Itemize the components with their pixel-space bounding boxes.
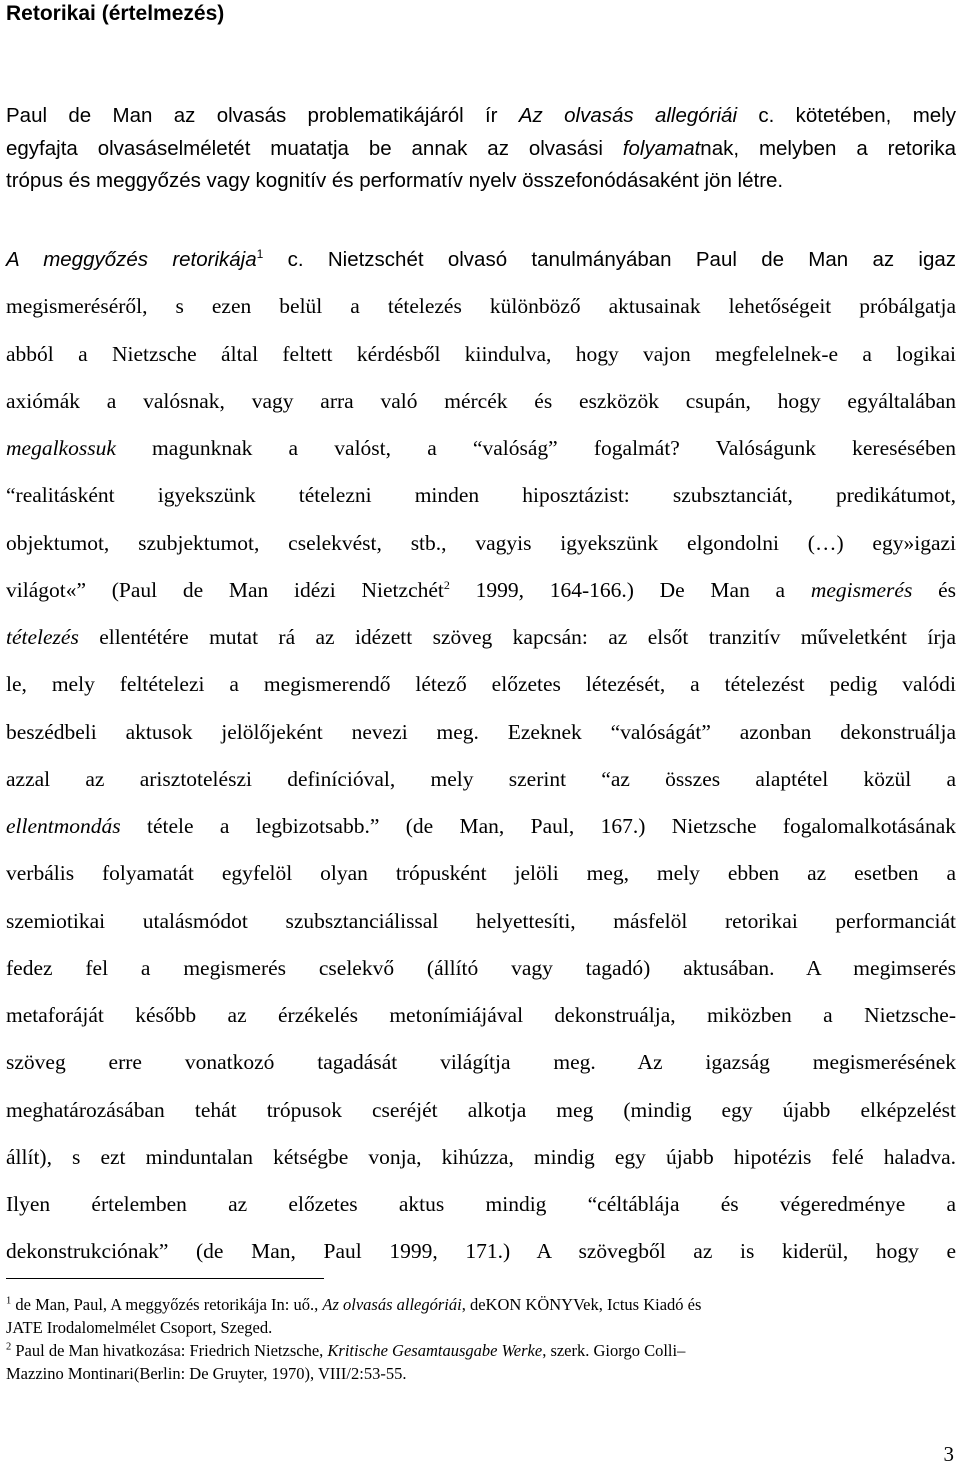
- italic-span: tételezés: [6, 625, 79, 649]
- text-line: egyfajta olvasáselméletét muatatja be annak az olvasási folyamatnak, melyben a retorika: [6, 136, 956, 160]
- paragraph-2: [6, 236, 956, 1276]
- footnote-line: Mazzino Montinari(Berlin: De Gruyter, 1970), VIII/2:53-55.: [6, 1364, 407, 1383]
- italic-span: ellentmondás: [6, 814, 121, 838]
- italic-span: megismerés: [810, 577, 913, 602]
- footnote-line: $^2$ Paul de Man hivatkozása: Friedrich Nietzsche, Kritische Gesamtausgabe Werke, szerk. Giorgo Colli–: [6, 1341, 686, 1360]
- text-line: megismeréséről, s ezen belül a tételezés különböző aktusainak lehetőségeit próbálgatja: [6, 294, 956, 319]
- text-line: azzal az arisztotelészi definícióval, mely szerint “az összes alaptétel közül a: [6, 766, 956, 791]
- text-line: “realitásként igyekszünk tételezni minden hiposztázist: szubsztanciát, predikátumot,: [6, 483, 956, 508]
- text-line: világot«” (Paul de Man idézi Nietzchét$^2$ 1999, 164-166.) De Man a megismerés és: [6, 577, 956, 602]
- text-line: metaforáját később az érzékelés metonímiájával dekonstruálja, miközben a Nietzsche-: [6, 1003, 956, 1027]
- italic-span: Kritische Gesamtausgabe Werke: [327, 1341, 543, 1360]
- footnote-ref: 2: [6, 1341, 12, 1353]
- italic-span: Az olvasás allegóriái: [322, 1295, 462, 1314]
- text-line: ellentmondás tétele a legbizotsabb.” (de Man, Paul, 167.) Nietzsche fogalomalkotásának: [6, 814, 956, 838]
- text-line: Paul de Man az olvasás problematikájáról ír Az olvasás allegóriái c. kötetében, mely: [6, 104, 956, 127]
- text-line: Ilyen értelemben az előzetes aktus mindig “céltáblája és végeredménye a: [6, 1192, 956, 1216]
- italic-span: A meggyőzés retorikája: [6, 248, 257, 271]
- text-line: dekonstrukciónak” (de Man, Paul 1999, 171.) A szövegből az is kiderül, hogy e: [6, 1239, 956, 1264]
- text-line: A meggyőzés retorikája$^1$ c. Nietzschét olvasó tanulmányában Paul de Man az igaz: [6, 247, 956, 271]
- text-line: meghatározásában tehát trópusok cseréjét alkotja meg (mindig egy újabb elképzelést: [6, 1097, 956, 1122]
- text-line: megalkossuk magunknak a valóst, a “valóság” fogalmát? Valóságunk keresésében: [6, 436, 956, 460]
- text-line: abból a Nietzsche által feltett kérdésből kiindulva, hogy vajon megfelelnek-e a logikai: [6, 341, 956, 366]
- italic-span: folyamat: [622, 136, 701, 160]
- text-line: verbális folyamatát egyfelöl olyan trópusként jelöli meg, mely ebben az esetben a: [6, 861, 956, 886]
- text-line: fedez fel a megismerés cselekvő (állító vagy tagadó) aktusában. A megimserés: [6, 955, 956, 980]
- text-line: trópus és meggyőzés vagy kognitív és performatív nyelv összefonódásaként jön létre.: [6, 169, 784, 192]
- footnote-ref: 1: [256, 247, 264, 262]
- footnote-line: JATE Irodalomelmélet Csoport, Szeged.: [6, 1318, 273, 1337]
- footnote-line: $^1$ de Man, Paul, A meggyőzés retorikája In: uő., Az olvasás allegóriái, deKON KÖNYVek, Ictus Kiadó és: [6, 1295, 702, 1314]
- italic-span: megalkossuk: [6, 436, 116, 460]
- footnotes: [6, 1293, 956, 1385]
- text-line: szöveg erre vonatkozó tagadását világítja meg. Az igazság megismerésének: [6, 1050, 956, 1075]
- text-line: állít), s ezt minduntalan kétségbe vonja, kihúzza, mindig egy újabb hipotézis felé haladva.: [6, 1144, 956, 1169]
- page-title: Retorikai (értelmezés): [6, 2, 225, 25]
- footnote-ref: 1: [6, 1295, 12, 1307]
- italic-span: Az olvasás allegóriái: [518, 104, 738, 127]
- text-line: beszédbeli aktusok jelölőjeként nevezi meg. Ezeknek “valóságát” azonban dekonstruálja: [6, 719, 956, 744]
- text-line: tételezés ellentétére mutat rá az idézett szöveg kapcsán: az elsőt tranzitív műveletként írja: [6, 625, 956, 649]
- text-line: le, mely feltételezi a megismerendő létező előzetes létezését, a tételezést pedig valódi: [6, 672, 956, 697]
- page-number: 3: [943, 1442, 954, 1466]
- text-line: axiómák a valósnak, vagy arra való mércék és eszközök csupán, hogy egyáltalában: [6, 388, 956, 413]
- text-line: objektumot, szubjektumot, cselekvést, stb., vagyis igyekszünk elgondolni (…) egy»igazi: [6, 530, 956, 555]
- footnote-separator: [6, 1278, 324, 1279]
- paragraph-1: [6, 100, 956, 198]
- footnote-ref: 2: [443, 577, 450, 592]
- text-line: szemiotikai utalásmódot szubsztanciálissal helyettesíti, másfelöl retorikai performanciát: [6, 908, 956, 933]
